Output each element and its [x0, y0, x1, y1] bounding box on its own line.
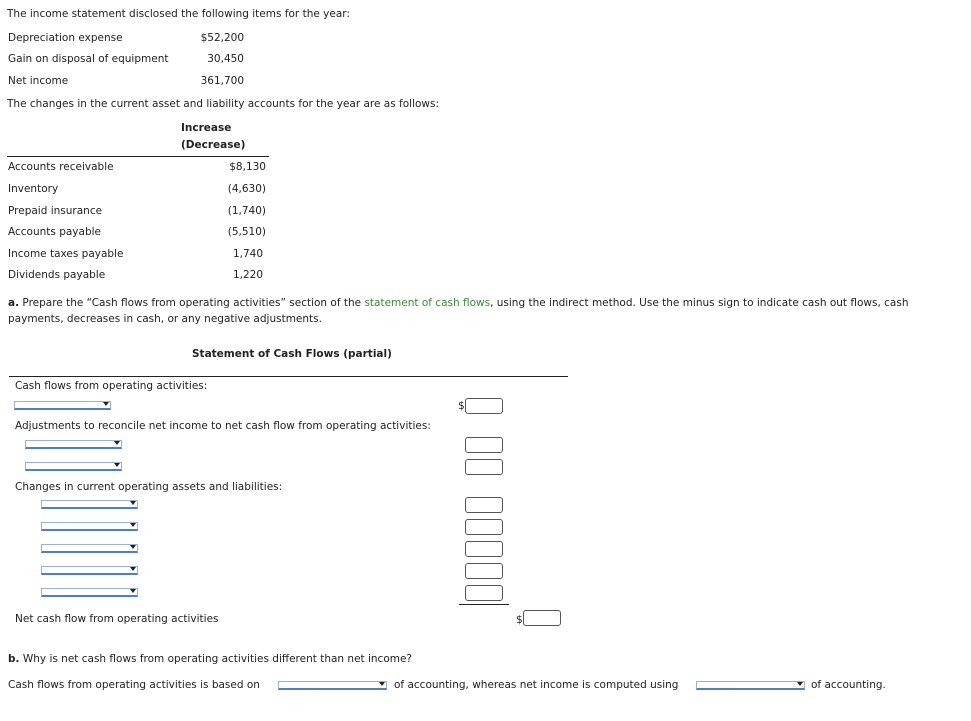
chevron-down-icon	[130, 545, 136, 549]
changes-header-decrease: (Decrease)	[181, 139, 246, 151]
change-value: (5,510)	[227, 226, 266, 238]
part-b-question-text: Why is net cash flows from operating activities different than net income?	[19, 653, 413, 665]
change-value: $8,130	[229, 161, 266, 173]
change-dropdown[interactable]	[41, 500, 138, 509]
income-value-gain: 30,450	[207, 53, 244, 65]
net-income-amount-input[interactable]	[465, 398, 503, 414]
statement-top-rule	[9, 376, 568, 377]
adjustment-amount-input[interactable]	[465, 459, 503, 475]
subtotal-rule	[459, 604, 509, 605]
statement-of-cash-flows-link[interactable]: statement of cash flows	[364, 297, 491, 309]
change-amount-input[interactable]	[465, 563, 503, 579]
change-value: (4,630)	[227, 183, 266, 195]
part-b-answer-mid: of accounting, whereas net income is computed using	[394, 679, 679, 691]
changes-header-increase: Increase	[181, 122, 232, 134]
part-b-letter: b.	[8, 653, 20, 665]
adjustment-dropdown[interactable]	[25, 462, 122, 471]
chevron-down-icon	[379, 682, 385, 686]
change-dropdown[interactable]	[41, 566, 138, 575]
change-amount-input[interactable]	[465, 519, 503, 535]
change-value: (1,740)	[227, 205, 266, 217]
change-label: Inventory	[8, 183, 59, 195]
changes-intro-text: The changes in the current asset and liability accounts for the year are as follows:	[7, 98, 440, 110]
part-b-answer-end: of accounting.	[811, 679, 886, 691]
chevron-down-icon	[130, 589, 136, 593]
change-label: Income taxes payable	[8, 248, 124, 260]
chevron-down-icon	[103, 402, 109, 406]
change-label: Accounts payable	[8, 226, 101, 238]
adjustments-heading: Adjustments to reconcile net income to net cash flow from operating activities:	[15, 420, 431, 432]
income-label-gain: Gain on disposal of equipment	[8, 53, 169, 65]
part-a-text-after: , using the indirect method. Use the minus sign to indicate cash out flows, cash	[490, 297, 909, 309]
basis-dropdown-cash-flow[interactable]	[278, 681, 387, 690]
change-dropdown[interactable]	[41, 588, 138, 597]
operating-item-dropdown[interactable]	[14, 401, 111, 410]
part-b-answer-start: Cash flows from operating activities is based on	[8, 679, 260, 691]
change-dropdown[interactable]	[41, 544, 138, 553]
change-value: 1,740	[232, 248, 263, 260]
dollar-sign: $	[516, 614, 523, 626]
income-value-net-income: 361,700	[200, 75, 244, 87]
change-label: Dividends payable	[8, 269, 106, 281]
part-a-text-before: Prepare the “Cash flows from operating activities” section of the	[19, 297, 365, 309]
change-amount-input[interactable]	[465, 541, 503, 557]
change-amount-input[interactable]	[465, 585, 503, 601]
adjustment-dropdown[interactable]	[25, 440, 122, 449]
income-value-depreciation: $52,200	[200, 32, 244, 44]
part-b-question	[8, 653, 412, 665]
chevron-down-icon	[130, 567, 136, 571]
net-cash-flow-label: Net cash flow from operating activities	[15, 613, 219, 625]
adjustment-amount-input[interactable]	[465, 437, 503, 453]
intro-text: The income statement disclosed the following items for the year:	[7, 8, 350, 20]
income-label-net-income: Net income	[8, 75, 69, 87]
change-value: 1,220	[232, 269, 263, 281]
changes-header-rule	[7, 156, 269, 157]
chevron-down-icon	[114, 463, 120, 467]
chevron-down-icon	[130, 501, 136, 505]
net-cash-flow-input[interactable]	[523, 610, 561, 626]
chevron-down-icon	[130, 523, 136, 527]
income-label-depreciation: Depreciation expense	[8, 32, 123, 44]
part-a-instructions	[8, 297, 908, 309]
basis-dropdown-net-income[interactable]	[696, 681, 805, 690]
chevron-down-icon	[797, 682, 803, 686]
part-a-letter: a.	[8, 297, 20, 309]
change-amount-input[interactable]	[465, 497, 503, 513]
part-a-instructions-line2: payments, decreases in cash, or any negative adjustments.	[8, 313, 322, 325]
statement-title: Statement of Cash Flows (partial)	[192, 348, 392, 360]
change-label: Accounts receivable	[8, 161, 114, 173]
operating-heading: Cash flows from operating activities:	[15, 380, 208, 392]
changes-heading: Changes in current operating assets and liabilities:	[15, 481, 283, 493]
change-dropdown[interactable]	[41, 522, 138, 531]
dollar-sign: $	[458, 400, 465, 412]
chevron-down-icon	[114, 441, 120, 445]
change-label: Prepaid insurance	[8, 205, 103, 217]
